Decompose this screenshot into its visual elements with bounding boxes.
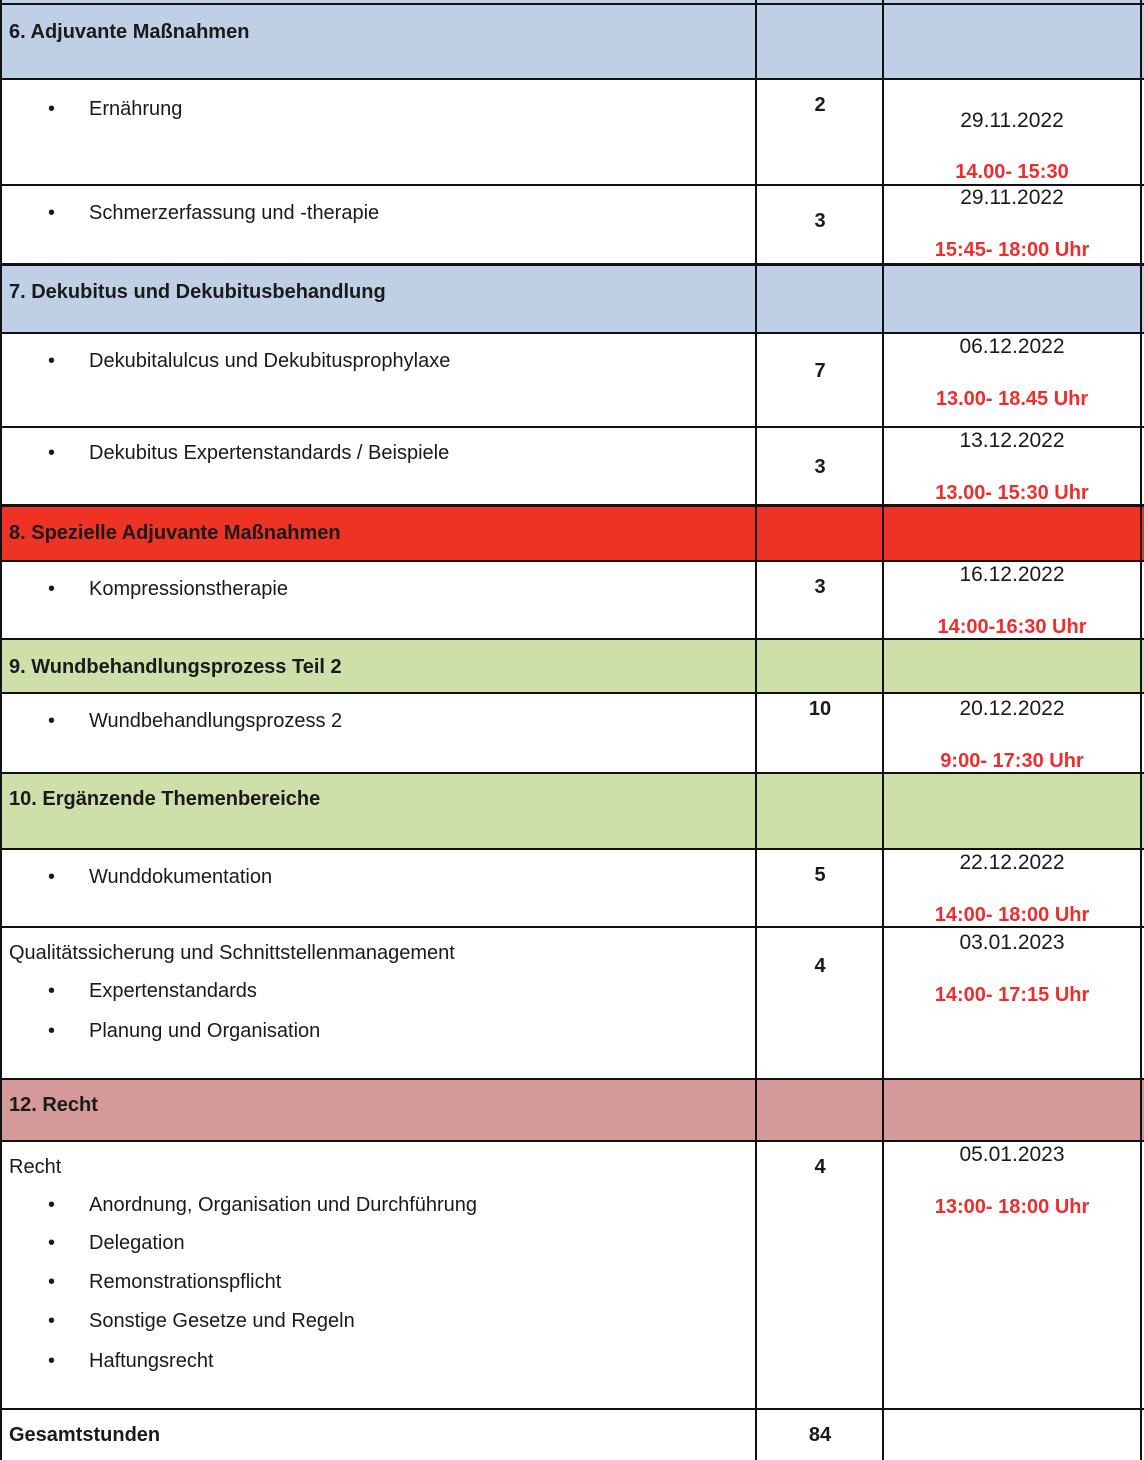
list-item: Anordnung, Organisation und Durchführung <box>89 1194 478 1216</box>
row-time-expertenstandards-dek: 13.00- 15:30 Uhr <box>935 482 1089 504</box>
section-title-6: 6. Adjuvante Maßnahmen <box>9 21 250 43</box>
row-label-dekubitalulcus: Dekubitalulcus und Dekubitusprophylaxe <box>89 350 451 372</box>
bullet: • <box>48 1232 56 1254</box>
grid-line <box>0 1078 1144 1080</box>
list-item: Haftungsrecht <box>89 1350 214 1372</box>
row-label-wundprozess2: Wundbehandlungsprozess 2 <box>89 710 343 732</box>
list-item: Remonstrationspflicht <box>89 1271 282 1293</box>
bullet: • <box>48 578 56 600</box>
row-hours-expertenstandards-dek: 3 <box>814 456 826 478</box>
row-hours-qualitaet: 4 <box>814 955 826 977</box>
row-date-dekubitalulcus: 06.12.2022 <box>959 335 1065 358</box>
row-date-recht: 05.01.2023 <box>959 1143 1065 1166</box>
row-time-qualitaet: 14:00- 17:15 Uhr <box>934 984 1090 1006</box>
row-label-kompression: Kompressionstherapie <box>89 578 288 600</box>
bullet: • <box>48 1194 56 1216</box>
grid-line <box>0 426 1144 428</box>
list-item: Expertenstandards <box>89 980 257 1002</box>
row-date-wunddoku: 22.12.2022 <box>959 851 1065 874</box>
list-item: Sonstige Gesetze und Regeln <box>89 1310 355 1332</box>
section-title-10: 10. Ergänzende Themenbereiche <box>9 788 321 810</box>
bullet: • <box>48 710 56 732</box>
grid-line <box>0 692 1144 694</box>
row-date-kompression: 16.12.2022 <box>959 563 1065 586</box>
row-time-dekubitalulcus: 13.00- 18.45 Uhr <box>935 388 1089 410</box>
row-time-kompression: 14:00-16:30 Uhr <box>937 616 1087 638</box>
row-hours-wundprozess2: 10 <box>808 698 832 720</box>
row-date-expertenstandards-dek: 13.12.2022 <box>959 429 1065 452</box>
list-item: Planung und Organisation <box>89 1020 321 1042</box>
section-title-7: 7. Dekubitus und Dekubitusbehandlung <box>9 281 386 303</box>
grid-line <box>0 332 1144 334</box>
row-label-recht: Recht <box>9 1156 62 1178</box>
grid-line <box>0 1140 1144 1142</box>
row-label-expertenstandards-dek: Dekubitus Expertenstandards / Beispiele <box>89 442 450 464</box>
grid-line <box>0 78 1144 80</box>
row-time-recht: 13:00- 18:00 Uhr <box>934 1196 1090 1218</box>
row-hours-ernaehrung: 2 <box>814 94 826 116</box>
bullet: • <box>48 980 56 1002</box>
row-time-wundprozess2: 9:00- 17:30 Uhr <box>940 750 1084 772</box>
row-date-ernaehrung: 29.11.2022 <box>960 109 1064 132</box>
bullet: • <box>48 1020 56 1042</box>
grid-line <box>0 560 1144 562</box>
row-time-ernaehrung: 14.00- 15:30 <box>955 161 1069 183</box>
row-hours-kompression: 3 <box>814 576 826 598</box>
bullet: • <box>48 1271 56 1293</box>
section-title-12: 12. Recht <box>9 1094 98 1116</box>
total-hours: 84 <box>808 1424 832 1446</box>
section-title-9: 9. Wundbehandlungsprozess Teil 2 <box>9 656 342 678</box>
total-label: Gesamtstunden <box>9 1424 161 1446</box>
section-band-10 <box>0 774 1144 849</box>
row-label-ernaehrung: Ernährung <box>89 98 183 120</box>
bullet: • <box>48 1350 56 1372</box>
row-hours-recht: 4 <box>814 1156 826 1178</box>
bullet: • <box>48 202 56 224</box>
list-item: Delegation <box>89 1232 185 1254</box>
row-time-wunddoku: 14:00- 18:00 Uhr <box>934 904 1090 926</box>
grid-line <box>0 848 1144 850</box>
section-title-8: 8. Spezielle Adjuvante Maßnahmen <box>9 522 341 544</box>
row-time-schmerz: 15:45- 18:00 Uhr <box>934 239 1090 261</box>
row-date-wundprozess2: 20.12.2022 <box>959 697 1065 720</box>
bullet: • <box>48 350 56 372</box>
row-label-schmerz: Schmerzerfassung und -therapie <box>89 202 380 224</box>
bullet: • <box>48 1310 56 1332</box>
grid-line <box>1140 0 1142 1460</box>
bullet: • <box>48 866 56 888</box>
section-band-12 <box>0 1080 1144 1141</box>
row-label-wunddoku: Wunddokumentation <box>89 866 273 888</box>
bullet: • <box>48 442 56 464</box>
grid-line <box>0 1408 1144 1410</box>
grid-line <box>0 3 1144 5</box>
row-hours-schmerz: 3 <box>814 210 826 232</box>
grid-line <box>0 0 2 1460</box>
row-hours-dekubitalulcus: 7 <box>814 360 826 382</box>
row-date-qualitaet: 03.01.2023 <box>959 931 1065 954</box>
row-hours-wunddoku: 5 <box>814 864 826 886</box>
bullet: • <box>48 98 56 120</box>
grid-line <box>0 263 1144 266</box>
row-date-schmerz: 29.11.2022 <box>960 186 1064 209</box>
row-label-qualitaet: Qualitätssicherung und Schnittstellenmanagement <box>9 942 455 964</box>
